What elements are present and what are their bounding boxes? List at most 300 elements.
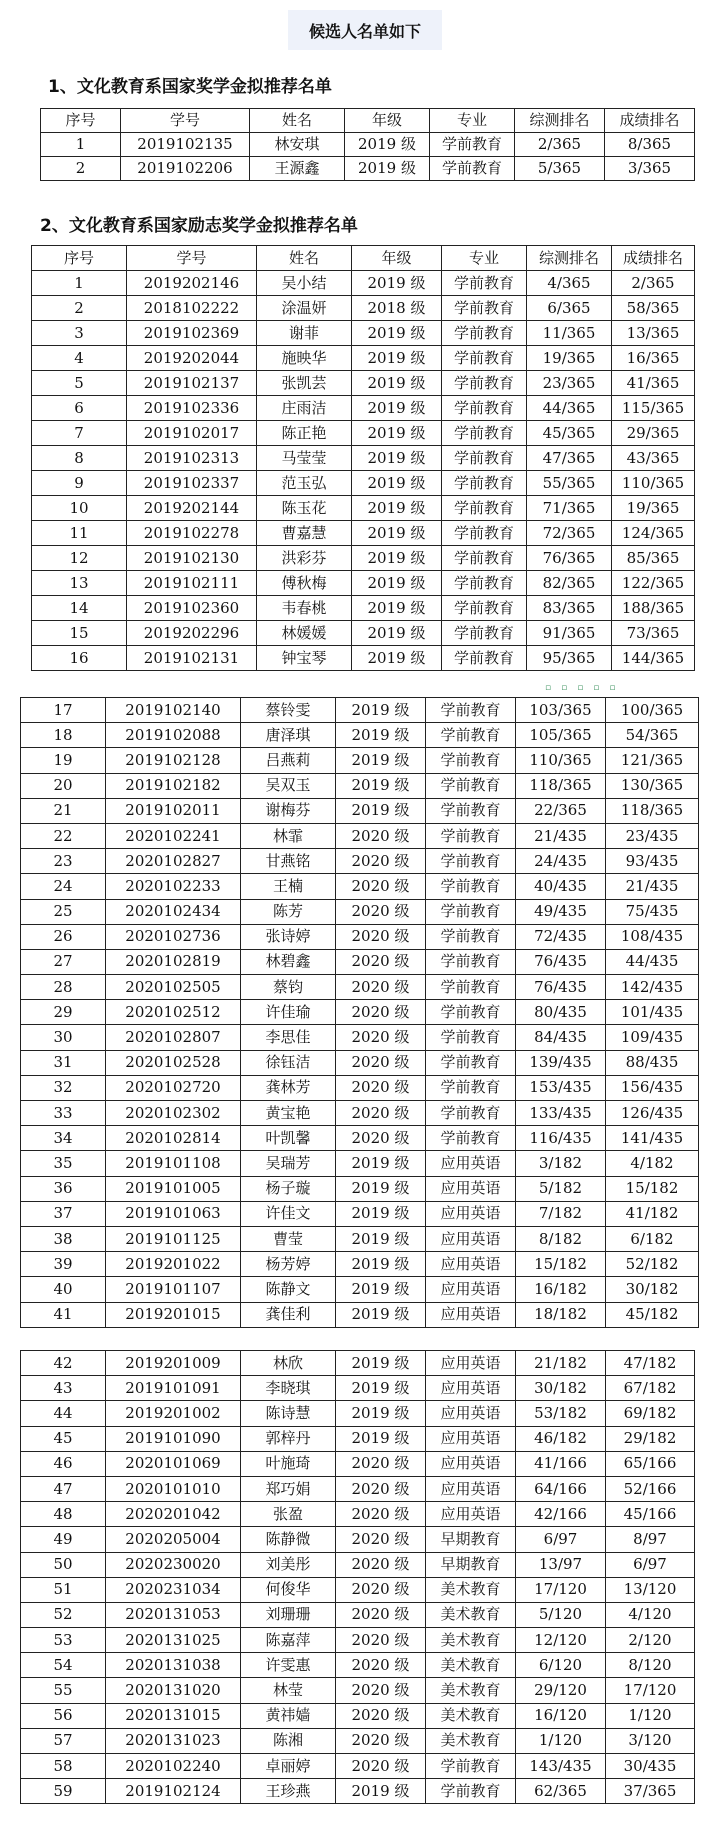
table-cell: 2 [32,296,127,321]
table-cell: 龚林芳 [241,1075,336,1100]
table-cell: 2019 级 [352,546,442,571]
table-cell: 2/365 [515,133,605,157]
table-cell: 19/365 [527,346,612,371]
table-cell: 2019 级 [336,798,426,823]
table-cell: 应用英语 [426,1502,516,1527]
table-cell: 46 [21,1451,106,1476]
table-header-cell: 学号 [127,246,257,271]
table-cell: 73/365 [612,621,695,646]
table-row [21,1000,699,1025]
table-row [21,1151,699,1176]
table-cell: 2019 级 [352,471,442,496]
table-cell: 7/182 [516,1201,606,1226]
table-cell: 2019 级 [352,271,442,296]
table-cell: 12 [32,546,127,571]
table-cell: 69/182 [606,1401,695,1426]
table-cell: 3/120 [606,1728,695,1753]
table-cell: 11/365 [527,321,612,346]
table-cell: 142/435 [606,975,699,1000]
table-cell: 44/365 [527,396,612,421]
table-cell: 学前教育 [442,321,527,346]
table-cell: 2020230020 [106,1552,241,1577]
table-cell: 6/97 [606,1552,695,1577]
table-cell: 11 [32,521,127,546]
table-cell: 105/365 [516,723,606,748]
table-cell: 郑巧娟 [241,1476,336,1501]
table-cell: 唐泽琪 [241,723,336,748]
table-cell: 郭梓丹 [241,1426,336,1451]
table-cell: 24 [21,874,106,899]
table-cell: 叶凯馨 [241,1126,336,1151]
table-cell: 43 [21,1376,106,1401]
table-cell: 韦春桃 [257,596,352,621]
table-row [21,1426,695,1451]
table-cell: 卓丽婷 [241,1754,336,1779]
table-cell: 美术教育 [426,1628,516,1653]
table-cell: 2019 级 [352,621,442,646]
table-cell: 2019 级 [336,723,426,748]
table-cell: 16/120 [516,1703,606,1728]
table-cell: 40 [21,1277,106,1302]
table-cell: 43/365 [612,446,695,471]
table-cell: 2020201042 [106,1502,241,1527]
table-cell: 施映华 [257,346,352,371]
table-cell: 20 [21,773,106,798]
table-row [21,1226,699,1251]
table-row [21,723,699,748]
table-cell: 林霏 [241,823,336,848]
table-row [21,1527,695,1552]
table-cell: 93/435 [606,849,699,874]
table-cell: 30/435 [606,1754,695,1779]
table-cell: 41 [21,1302,106,1327]
table-row [21,1176,699,1201]
table-cell: 5/365 [515,157,605,181]
table-row [21,1552,695,1577]
table-row [21,1025,699,1050]
table-row [21,1502,695,1527]
table-cell: 41/182 [606,1201,699,1226]
table-cell: 29/182 [606,1426,695,1451]
table-cell: 2020 级 [336,1678,426,1703]
table-cell: 47/365 [527,446,612,471]
table-cell: 52/182 [606,1252,699,1277]
table-cell: 25 [21,899,106,924]
table-row [32,321,695,346]
table-cell: 2019 级 [345,133,430,157]
table-cell: 62/365 [516,1779,606,1804]
table-cell: 2020102827 [106,849,241,874]
table-cell: 44 [21,1401,106,1426]
table-cell: 黄宝艳 [241,1101,336,1126]
table-cell: 2020131023 [106,1728,241,1753]
table-cell: 118/365 [606,798,699,823]
table-cell: 41/365 [612,371,695,396]
table-cell: 应用英语 [426,1476,516,1501]
table-cell: 吴瑞芳 [241,1151,336,1176]
table-cell: 29/365 [612,421,695,446]
table-cell: 45/182 [606,1302,699,1327]
table-cell: 3/182 [516,1151,606,1176]
table-cell: 52 [21,1602,106,1627]
table-cell: 115/365 [612,396,695,421]
table-cell: 2020102505 [106,975,241,1000]
table-cell: 100/365 [606,698,699,723]
table-cell: 67/182 [606,1376,695,1401]
table-cell: 76/435 [516,949,606,974]
table-cell: 188/365 [612,596,695,621]
table-cell: 144/365 [612,646,695,671]
table-cell: 4/120 [606,1602,695,1627]
table-row [41,157,695,181]
table-cell: 王珍燕 [241,1779,336,1804]
table-cell: 124/365 [612,521,695,546]
table-cell: 48 [21,1502,106,1527]
table-cell: 学前教育 [442,421,527,446]
table-cell: 学前教育 [426,1101,516,1126]
table-row [21,849,699,874]
table-cell: 101/435 [606,1000,699,1025]
table-cell: 21/435 [606,874,699,899]
table-cell: 41/166 [516,1451,606,1476]
table-row [21,1101,699,1126]
table-row [21,924,699,949]
table-cell: 85/365 [612,546,695,571]
table-header-row [41,109,695,133]
table-cell: 59 [21,1779,106,1804]
table-cell: 82/365 [527,571,612,596]
table-cell: 30/182 [606,1277,699,1302]
table-cell: 19 [21,748,106,773]
table-cell: 2020 级 [336,1075,426,1100]
table-cell: 35 [21,1151,106,1176]
table-cell: 学前教育 [426,975,516,1000]
table-cell: 2019201015 [106,1302,241,1327]
table-cell: 2020 级 [336,823,426,848]
table-cell: 26 [21,924,106,949]
table-cell: 37 [21,1201,106,1226]
table-cell: 6/182 [606,1226,699,1251]
table-row [21,1126,699,1151]
table-cell: 吕燕莉 [241,748,336,773]
table-cell: 38 [21,1226,106,1251]
table-row [21,1050,699,1075]
table-row [21,949,699,974]
table-cell: 24/435 [516,849,606,874]
table-cell: 2020205004 [106,1527,241,1552]
table-cell: 2020102720 [106,1075,241,1100]
table-cell: 学前教育 [426,823,516,848]
table-cell: 4 [32,346,127,371]
table-cell: 2018 级 [352,296,442,321]
table-cell: 14 [32,596,127,621]
table-cell: 陈静文 [241,1277,336,1302]
table-cell: 许佳瑜 [241,1000,336,1025]
table-cell: 学前教育 [426,1025,516,1050]
table-row [32,346,695,371]
table-cell: 64/166 [516,1476,606,1501]
table-cell: 13/97 [516,1552,606,1577]
table-cell: 50 [21,1552,106,1577]
table-cell: 122/365 [612,571,695,596]
table-cell: 23/365 [527,371,612,396]
table-cell: 2019101090 [106,1426,241,1451]
table-row [21,1779,695,1804]
table-cell: 2019102111 [127,571,257,596]
table-row [21,874,699,899]
table-cell: 2019102140 [106,698,241,723]
table-cell: 8/120 [606,1653,695,1678]
table-cell: 2019102278 [127,521,257,546]
table-cell: 学前教育 [426,698,516,723]
table-cell: 156/435 [606,1075,699,1100]
table-cell: 学前教育 [426,924,516,949]
table-cell: 2019102206 [121,157,250,181]
table-cell: 2019 级 [352,321,442,346]
section1-title: 1、文化教育系国家奖学金拟推荐名单 [48,77,332,97]
table-row [21,1703,695,1728]
table-row [32,546,695,571]
table-cell: 7 [32,421,127,446]
table-cell: 2019102124 [106,1779,241,1804]
table-cell: 22 [21,823,106,848]
table-cell: 学前教育 [442,621,527,646]
table-cell: 应用英语 [426,1176,516,1201]
table-cell: 2019 级 [336,1277,426,1302]
table-cell: 5/120 [516,1602,606,1627]
table-cell: 2020102736 [106,924,241,949]
table-cell: 2019 级 [336,1779,426,1804]
table-row [32,271,695,296]
table-row [21,1302,699,1327]
table-cell: 2019201009 [106,1351,241,1376]
table-cell: 2020131020 [106,1678,241,1703]
table-cell: 5 [32,371,127,396]
table-cell: 美术教育 [426,1653,516,1678]
table-cell: 2019101108 [106,1151,241,1176]
table-cell: 8/182 [516,1226,606,1251]
table-cell: 2020102241 [106,823,241,848]
table-row [21,1451,695,1476]
table-cell: 109/435 [606,1025,699,1050]
table-header-cell: 学号 [121,109,250,133]
table-cell: 53/182 [516,1401,606,1426]
table-row [21,1252,699,1277]
table-cell: 龚佳利 [241,1302,336,1327]
table-cell: 2019101063 [106,1201,241,1226]
table-cell: 谢梅芬 [241,798,336,823]
table-cell: 2020102302 [106,1101,241,1126]
table-row [32,396,695,421]
table-cell: 3 [32,321,127,346]
table-cell: 9 [32,471,127,496]
table-cell: 2020102233 [106,874,241,899]
table-cell: 32 [21,1075,106,1100]
table-row [21,1577,695,1602]
table-header-cell: 专业 [430,109,515,133]
table-cell: 许雯惠 [241,1653,336,1678]
table-row [32,521,695,546]
table-cell: 2019 级 [336,773,426,798]
table-row [32,421,695,446]
table-cell: 42 [21,1351,106,1376]
table-cell: 2019 级 [352,496,442,521]
table-cell: 6/365 [527,296,612,321]
table-cell: 53 [21,1628,106,1653]
table-cell: 2020 级 [336,1050,426,1075]
table-cell: 应用英语 [426,1226,516,1251]
table-cell: 54 [21,1653,106,1678]
table-cell: 2019102360 [127,596,257,621]
table-cell: 18 [21,723,106,748]
table-cell: 2/365 [612,271,695,296]
table-cell: 学前教育 [442,546,527,571]
table-cell: 2019 级 [336,698,426,723]
table-cell: 110/365 [612,471,695,496]
table-cell: 13/365 [612,321,695,346]
table-cell: 2020101010 [106,1476,241,1501]
table-cell: 2020 级 [336,1653,426,1678]
table-inspirational-scholarship [31,245,695,671]
table-cell: 23 [21,849,106,874]
table-cell: 2019202296 [127,621,257,646]
table-cell: 2019102135 [121,133,250,157]
table-cell: 学前教育 [426,949,516,974]
table-cell: 51 [21,1577,106,1602]
table-cell: 8/97 [606,1527,695,1552]
table-cell: 应用英语 [426,1376,516,1401]
table-cell: 33 [21,1101,106,1126]
table-cell: 美术教育 [426,1678,516,1703]
table-row [21,1628,695,1653]
table-cell: 学前教育 [430,133,515,157]
table-cell: 5/182 [516,1176,606,1201]
table-cell: 2019101125 [106,1226,241,1251]
table-header-cell: 成绩排名 [612,246,695,271]
table-cell: 2020 级 [336,1451,426,1476]
table-cell: 15/182 [516,1252,606,1277]
table-cell: 王楠 [241,874,336,899]
table-cell: 2019102337 [127,471,257,496]
table-cell: 2020102240 [106,1754,241,1779]
table-cell: 2019102182 [106,773,241,798]
table-cell: 8 [32,446,127,471]
table-cell: 2020102807 [106,1025,241,1050]
table-cell: 45/365 [527,421,612,446]
table-cell: 2018102222 [127,296,257,321]
table-cell: 75/435 [606,899,699,924]
table-cell: 19/365 [612,496,695,521]
table-cell: 应用英语 [426,1401,516,1426]
table-cell: 学前教育 [426,748,516,773]
table-cell: 84/435 [516,1025,606,1050]
table-row [21,1401,695,1426]
table-cell: 李思佳 [241,1025,336,1050]
table-cell: 2020 级 [336,1628,426,1653]
table-cell: 17/120 [516,1577,606,1602]
table-cell: 2019 级 [336,1151,426,1176]
table-cell: 2020 级 [336,849,426,874]
table-cell: 2020 级 [336,1025,426,1050]
table-cell: 学前教育 [442,346,527,371]
table-cell: 应用英语 [426,1201,516,1226]
table-cell: 95/365 [527,646,612,671]
table-cell: 2020 级 [336,1703,426,1728]
table-cell: 学前教育 [430,157,515,181]
table-header-cell: 综测排名 [527,246,612,271]
table-row [21,1376,695,1401]
table-cell: 2020 级 [336,1476,426,1501]
table-cell: 2019 级 [336,1176,426,1201]
table-cell: 陈正艳 [257,421,352,446]
table-cell: 65/166 [606,1451,695,1476]
table-cell: 10 [32,496,127,521]
table-cell: 121/365 [606,748,699,773]
table-cell: 91/365 [527,621,612,646]
table-row [21,1075,699,1100]
table-cell: 陈诗慧 [241,1401,336,1426]
table-cell: 58 [21,1754,106,1779]
table-cell: 2019101107 [106,1277,241,1302]
table-cell: 许佳文 [241,1201,336,1226]
table-row [21,1351,695,1376]
table-cell: 陈静微 [241,1527,336,1552]
table-cell: 学前教育 [426,849,516,874]
table-cell: 林莹 [241,1678,336,1703]
table-cell: 52/166 [606,1476,695,1501]
table-cell: 2020 级 [336,899,426,924]
table-cell: 刘美彤 [241,1552,336,1577]
table-cell: 2019102313 [127,446,257,471]
table-header-cell: 成绩排名 [605,109,695,133]
table-cell: 学前教育 [426,1126,516,1151]
table-cell: 15 [32,621,127,646]
table-cell: 美术教育 [426,1602,516,1627]
table-cell: 31 [21,1050,106,1075]
table-cell: 2019 级 [336,1252,426,1277]
table-row [32,571,695,596]
table-cell: 15/182 [606,1176,699,1201]
table-cell: 应用英语 [426,1277,516,1302]
table-cell: 30 [21,1025,106,1050]
table-cell: 2019101005 [106,1176,241,1201]
table-row [21,798,699,823]
table-cell: 130/365 [606,773,699,798]
table-cell: 学前教育 [442,646,527,671]
table-cell: 47/182 [606,1351,695,1376]
table-cell: 2019 级 [336,1426,426,1451]
table-cell: 13 [32,571,127,596]
table-cell: 45/166 [606,1502,695,1527]
table-cell: 2019 级 [352,571,442,596]
table-row [21,1728,695,1753]
table-cell: 80/435 [516,1000,606,1025]
table-cell: 学前教育 [442,521,527,546]
table-cell: 2/120 [606,1628,695,1653]
table-row [32,621,695,646]
table-cell: 黄祎嫱 [241,1703,336,1728]
section2-title: 2、文化教育系国家励志奖学金拟推荐名单 [40,216,358,236]
table-cell: 陈嘉萍 [241,1628,336,1653]
table-row [32,446,695,471]
table-cell: 2020101069 [106,1451,241,1476]
table-cell: 29/120 [516,1678,606,1703]
table-cell: 曹莹 [241,1226,336,1251]
table-row [21,1602,695,1627]
table-cell: 2020 级 [336,949,426,974]
table-cell: 2019102011 [106,798,241,823]
table-cell: 2019 级 [352,596,442,621]
